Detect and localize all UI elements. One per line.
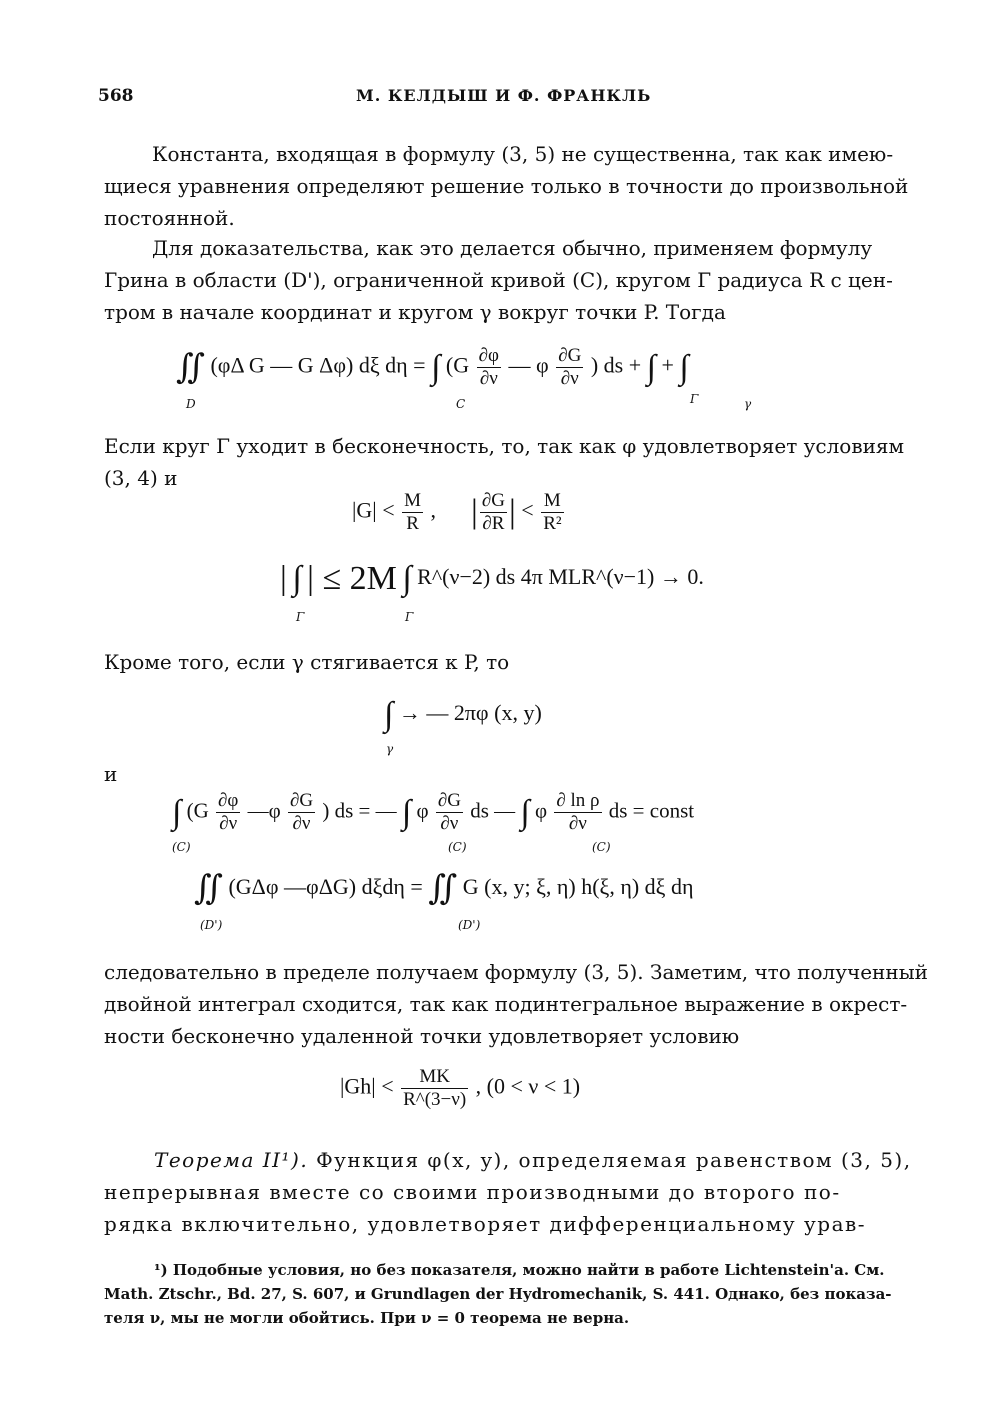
text-line: и: [104, 762, 118, 786]
numerator: ∂G: [289, 790, 314, 811]
fraction: [480, 490, 507, 535]
text-line: Кроме того, если γ стягивается к P, то: [104, 650, 510, 674]
integral-sign: ∫: [431, 348, 441, 386]
eq5-part: ds —: [470, 798, 516, 823]
footnote-line: ¹) Подобные условия, но без показателя, можно найти в работе Lichtenstein'a. См.: [154, 1261, 885, 1279]
fraction: [288, 790, 315, 835]
denominator: ∂ν: [479, 368, 498, 389]
page-number: 568: [98, 86, 134, 106]
footnote-line: теля ν, мы не могли обойтись. При ν = 0 теорема не верна.: [104, 1309, 630, 1327]
text-line: двойной интеграл сходится, так как подинтегральное выражение в окрест-: [104, 992, 908, 1016]
equation-boundary-integral: [172, 790, 694, 835]
eq1-part: (G: [445, 352, 470, 378]
eq3-mid: | ≤ 2M: [307, 560, 397, 597]
text-line: (3, 4) и: [104, 466, 178, 490]
theorem-text: Функция φ(x, y), определяемая равенством (3, 5),: [316, 1148, 912, 1172]
theorem-label: Теорема II¹).: [154, 1148, 309, 1172]
integral-sign: ∫: [646, 348, 656, 386]
eq5-part: —φ: [247, 798, 281, 823]
paragraph-constant-cont: [104, 170, 909, 234]
numerator: MK: [401, 1066, 468, 1089]
eq1-minus: — φ: [508, 352, 549, 378]
eq3-abs-left: |: [280, 560, 287, 597]
equation-green-formula: [176, 345, 689, 390]
integral-sign: ∫: [401, 793, 412, 831]
text-line: тром в начале координат и кругом γ вокруг точки P. Тогда: [104, 300, 726, 324]
denominator: R^(3−ν): [403, 1089, 467, 1110]
eq1-left: (φΔ G — G Δφ) dξ dη =: [210, 352, 426, 378]
double-integral-sign: ∬: [428, 870, 458, 907]
page-header: [0, 86, 1000, 116]
eq5-part: φ: [416, 798, 429, 823]
equation-condition: [340, 1066, 580, 1111]
paragraph-constant: [104, 138, 904, 170]
fraction: [541, 490, 563, 535]
subscript-C: C: [456, 397, 466, 411]
eq7-left: |Gh| <: [340, 1073, 394, 1099]
integral-sign: ∫: [679, 348, 689, 386]
equation-bounds: |G| < $\frac{M}{R}$ , | $\frac{\partial G}{\partial R}$ | < $\frac{M}{\text{R²}}$: [352, 490, 562, 534]
numerator: ∂φ: [478, 345, 499, 366]
subscript-D-prime: (D'): [458, 918, 481, 932]
subscript-Gamma: Γ: [405, 610, 414, 624]
denominator: ∂ν: [292, 813, 311, 834]
denominator: R: [406, 513, 419, 534]
integral-sign: ∫: [384, 696, 394, 733]
subscript-gamma: γ: [386, 742, 394, 756]
integral-sign: ∫: [172, 793, 182, 831]
eq5-part: (G: [186, 798, 209, 823]
denominator: ∂ν: [219, 813, 238, 834]
paragraph-gamma-contracts: [104, 646, 856, 678]
double-integral-sign: ∬: [176, 348, 205, 386]
eq6-right: G (x, y; ξ, η) h(ξ, η) dξ dη: [462, 874, 694, 900]
denominator: R²: [543, 513, 562, 534]
equation-integral-estimate: [280, 560, 704, 598]
numerator: ∂φ: [218, 790, 239, 811]
eq3-right: R^(ν−2) ds 4π MLR^(ν−1) → 0.: [417, 564, 704, 590]
text-line: [104, 1144, 912, 1176]
numerator: M: [541, 490, 563, 513]
eq6-left: (GΔφ —φΔG) dξdη =: [228, 874, 423, 900]
paragraph-and: [104, 758, 856, 790]
subscript-C: (C): [172, 840, 191, 854]
numerator: ∂G: [558, 345, 582, 366]
integral-sign: ∫: [520, 793, 530, 831]
numerator: ∂G: [437, 790, 461, 811]
numerator: M: [404, 490, 422, 511]
eq1-tail: ) ds +: [590, 352, 642, 378]
text-line: Константа, входящая в формулу (3, 5) не существенна, так как имею-: [152, 142, 894, 166]
numerator: ∂G: [481, 490, 505, 511]
text-line: Для доказательства, как это делается обычно, применяем формулу: [152, 236, 873, 260]
eq7-right: , (0 < ν < 1): [475, 1073, 581, 1099]
fraction: [216, 790, 240, 835]
eq2-lt: <: [521, 497, 534, 523]
paragraph-proof-intro: [104, 232, 904, 264]
text-line: следовательно в пределе получаем формулу (3, 5). Заметим, что полученный: [104, 960, 928, 984]
eq2-absG: |G| <: [352, 497, 395, 523]
fraction: [554, 790, 601, 835]
text-line: Грина в области (D'), ограниченной кривой (C), кругом Γ радиуса R с цен-: [104, 268, 893, 292]
theorem-statement: [104, 1144, 912, 1240]
text-line: щиеся уравнения определяют решение только в точности до произвольной: [104, 174, 909, 198]
numerator: ∂ ln ρ: [556, 790, 600, 811]
eq2-comma: ,: [430, 497, 437, 523]
subscript-C: (C): [448, 840, 467, 854]
running-head: М. КЕЛДЫШ И Ф. ФРАНКЛЬ: [356, 86, 652, 105]
eq5-part: ds = const: [608, 798, 695, 823]
subscript-C: (C): [592, 840, 611, 854]
subscript-D: D: [186, 397, 196, 411]
footnote-line: Math. Ztschr., Bd. 27, S. 607, и Grundlagen der Hydromechanik, S. 441. Однако, без показа-: [104, 1285, 892, 1303]
subscript-Gamma: Γ: [690, 392, 699, 406]
fraction: [402, 490, 423, 535]
eq5-part: φ: [534, 798, 548, 823]
paragraph-conclusion: [104, 956, 928, 1052]
subscript-gamma: γ: [744, 397, 752, 411]
eq5-part: ) ds = —: [322, 798, 397, 823]
fraction: [477, 345, 501, 390]
subscript-D-prime: (D'): [200, 918, 223, 932]
equation-gamma-limit: [384, 698, 542, 732]
integral-sign: ∫: [402, 560, 412, 597]
paragraph-proof-intro-cont: [104, 264, 893, 328]
eq1-plus: +: [661, 352, 674, 378]
denominator: ∂ν: [560, 368, 579, 389]
denominator: ∂R: [482, 513, 505, 534]
integral-sign: ∫: [292, 560, 302, 597]
eq4-text: → — 2πφ (x, y): [398, 700, 542, 726]
fraction: [556, 345, 583, 390]
equation-double-integral: [194, 872, 694, 906]
fraction: [436, 790, 463, 835]
denominator: ∂ν: [440, 813, 459, 834]
denominator: ∂ν: [568, 813, 587, 834]
subscript-Gamma: Γ: [296, 610, 305, 624]
paragraph-circle-infinity: [104, 430, 905, 494]
fraction: [401, 1066, 468, 1111]
text-line: непрерывная вместе со своими производными до второго по-: [104, 1180, 841, 1204]
double-integral-sign: ∬: [194, 870, 223, 907]
text-line: рядка включительно, удовлетворяет дифференциальному урав-: [104, 1212, 867, 1236]
text-line: Если круг Γ уходит в бесконечность, то, так как φ удовлетворяет условиям: [104, 434, 905, 458]
footnote: [104, 1258, 892, 1330]
text-line: постоянной.: [104, 206, 235, 230]
text-line: ности бесконечно удаленной точки удовлетворяет условию: [104, 1024, 740, 1048]
